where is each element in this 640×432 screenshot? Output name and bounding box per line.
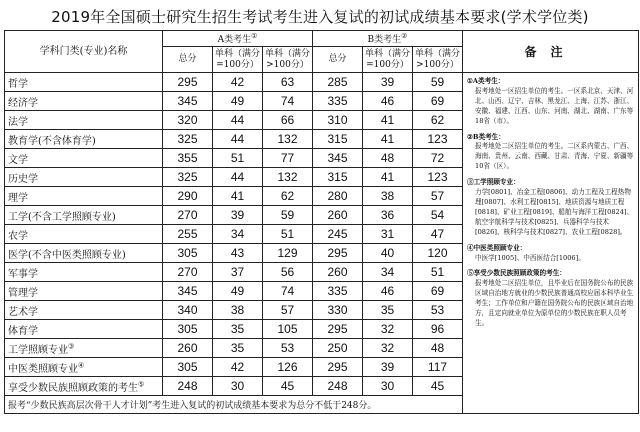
score-cell-a-total: 270 [163,206,213,225]
score-cell-b-s100: 41 [363,130,413,149]
score-cell-b-total: 280 [313,187,363,206]
score-cell-a-s150: 66 [263,111,313,130]
note-body: 报考地处二区招生单位，且毕业后在国务院公布的民族区域自治地方就业的少数民族普通高校应届本科毕业生考生；工作单位和户籍在国务院公布的民族区域自治地方，且定向就业单位为原单位的少数民族在职人员考生。 [475,279,634,327]
score-cell-b-s100: 30 [363,377,413,396]
score-cell-b-total: 345 [313,149,363,168]
score-cell-b-s150: 47 [413,225,463,244]
subject-name: 哲学 [5,73,163,92]
score-cell-b-total: 250 [313,339,363,358]
score-cell-a-s150: 53 [263,339,313,358]
score-cell-a-s100: 41 [213,187,263,206]
score-cell-a-s100: 30 [213,377,263,396]
score-cell-a-total: 260 [163,339,213,358]
remarks-header: 备注 [463,31,639,73]
b-single-100-header: 单科（满分=100分） [363,47,413,73]
note-body: 报考地处二区招生单位的考生。二区系内蒙古、广西、海南、贵州、云南、西藏、甘肃、青海、宁夏、新疆等10省（区）。 [475,142,634,171]
score-cell-b-total: 260 [313,206,363,225]
score-cell-b-s150: 72 [413,149,463,168]
score-cell-a-s100: 38 [213,301,263,320]
score-cell-a-s150: 51 [263,225,313,244]
score-cell-b-total: 330 [313,301,363,320]
score-cell-b-s100: 32 [363,320,413,339]
score-cell-b-s150: 123 [413,168,463,187]
score-cell-b-s100: 36 [363,206,413,225]
score-cell-b-s150: 54 [413,206,463,225]
subject-name: 法学 [5,111,163,130]
note-item [467,77,635,127]
score-cell-b-s150: 96 [413,320,463,339]
subject-name: 中医类照顾专业④ [5,358,163,377]
subject-name: 经济学 [5,92,163,111]
score-cell-b-s150: 53 [413,301,463,320]
score-cell-a-s100: 39 [213,206,263,225]
score-cell-a-s150: 74 [263,92,313,111]
note-body: 报考地处一区招生单位的考生。一区系北京、天津、河北、山西、辽宁、吉林、黑龙江、上海、江苏、浙江、安徽、福建、江西、山东、河南、湖北、湖南、广东等18省（市）。 [475,86,634,125]
score-cell-b-s100: 38 [363,187,413,206]
a-single-100-header: 单科（满分=100分） [213,47,263,73]
score-cell-a-s100: 49 [213,282,263,301]
b-single-over-100-header: 单科（满分>100分） [413,47,463,73]
score-cell-a-total: 345 [163,92,213,111]
score-cell-a-s150: 57 [263,301,313,320]
a-single-over-100-header: 单科（满分>100分） [263,47,313,73]
score-cell-a-s150: 132 [263,168,313,187]
note-item [467,133,635,173]
subject-name: 艺术学 [5,301,163,320]
score-cell-a-s100: 34 [213,225,263,244]
table-row [5,73,639,92]
score-cell-b-s150: 45 [413,377,463,396]
score-cell-a-s150: 56 [263,263,313,282]
score-cell-b-total: 315 [313,168,363,187]
score-cell-b-s100: 41 [363,168,413,187]
score-cell-a-s100: 44 [213,168,263,187]
score-cell-b-s150: 48 [413,339,463,358]
score-cell-a-total: 325 [163,168,213,187]
score-cell-b-total: 295 [313,320,363,339]
score-cell-b-s150: 57 [413,187,463,206]
score-cell-a-total: 248 [163,377,213,396]
score-cell-a-s150: 105 [263,320,313,339]
score-cell-b-total: 310 [313,111,363,130]
score-cell-b-s100: 48 [363,149,413,168]
score-cell-a-s100: 51 [213,149,263,168]
score-cell-a-total: 355 [163,149,213,168]
subject-name: 享受少数民族照顾政策的考生⑤ [5,377,163,396]
score-cell-a-s100: 44 [213,111,263,130]
score-cell-b-s150: 69 [413,92,463,111]
score-cell-a-s100: 44 [213,130,263,149]
score-cell-b-s150: 123 [413,130,463,149]
score-cell-b-total: 295 [313,244,363,263]
score-cell-b-s150: 59 [413,73,463,92]
score-cell-a-total: 340 [163,301,213,320]
score-cell-a-s100: 49 [213,92,263,111]
note-item [467,244,635,264]
subject-name: 历史学 [5,168,163,187]
score-cell-b-s100: 46 [363,92,413,111]
score-cell-a-s100: 43 [213,244,263,263]
note-head: ④中医类照顾专业： [467,243,527,252]
score-cell-b-total: 285 [313,73,363,92]
score-cell-a-total: 255 [163,225,213,244]
score-cell-b-s100: 39 [363,358,413,377]
a-total-header: 总分 [163,47,213,73]
zone-b-header: B类考生② [313,31,463,47]
remarks-notes [463,73,639,414]
subject-name: 农学 [5,225,163,244]
subject-name: 管理学 [5,282,163,301]
footer-note: 报考“少数民族高层次骨干人才计划”考生进入复试的初试成绩基本要求为总分不低于248分。 [5,396,463,414]
score-cell-a-s100: 35 [213,339,263,358]
subject-name: 文学 [5,149,163,168]
score-cell-b-total: 315 [313,130,363,149]
score-cell-b-s150: 120 [413,244,463,263]
score-cell-a-s100: 42 [213,73,263,92]
subject-name: 教育学(不含体育学) [5,130,163,149]
subject-name: 工学(不含工学照顾专业) [5,206,163,225]
score-cell-a-total: 295 [163,73,213,92]
score-cell-b-s100: 35 [363,301,413,320]
score-cell-b-total: 248 [313,377,363,396]
score-cell-a-total: 305 [163,320,213,339]
score-cell-a-s150: 77 [263,149,313,168]
b-total-header: 总分 [313,47,363,73]
score-cell-b-s100: 32 [363,339,413,358]
subject-name: 军事学 [5,263,163,282]
score-cell-b-total: 260 [313,263,363,282]
score-cell-a-total: 270 [163,263,213,282]
score-cell-a-s100: 37 [213,263,263,282]
score-cell-a-total: 325 [163,130,213,149]
score-cell-b-s100: 31 [363,225,413,244]
score-cell-a-s150: 132 [263,130,313,149]
score-cell-b-s100: 34 [363,263,413,282]
score-cell-b-s100: 40 [363,244,413,263]
note-item [467,269,635,328]
score-cell-a-s150: 59 [263,206,313,225]
score-cell-b-total: 335 [313,92,363,111]
score-cell-a-s150: 129 [263,244,313,263]
score-cell-a-s150: 63 [263,73,313,92]
score-cell-b-s100: 39 [363,73,413,92]
note-body: 力学[0801]、冶金工程[0806]、动力工程及工程热物理[0807]、水利工程[0815]、地质资源与地质工程[0818]、矿业工程[0819]、船舶与海洋工程[0824]、航空宇航科学与技术[0825]、兵器科学与技术[0826]、核科学与技术[0827]、农业工程[0828]。 [475,188,634,236]
score-cell-b-s100: 41 [363,111,413,130]
score-cell-a-total: 320 [163,111,213,130]
subject-header: 学科门类(专业)名称 [5,31,163,73]
score-cell-a-total: 305 [163,358,213,377]
score-cell-b-total: 295 [313,358,363,377]
score-cell-b-total: 335 [313,282,363,301]
score-cell-a-s100: 42 [213,358,263,377]
subject-name: 工学照顾专业③ [5,339,163,358]
score-cell-a-total: 290 [163,187,213,206]
score-cell-a-s150: 45 [263,377,313,396]
note-body: 中医学[1005]、中西医结合[1006]。 [475,253,585,262]
score-cell-a-total: 305 [163,244,213,263]
score-cell-a-s150: 62 [263,187,313,206]
score-cell-b-s150: 51 [413,263,463,282]
score-table [4,30,639,414]
score-cell-b-s150: 62 [413,111,463,130]
score-cell-b-s150: 117 [413,358,463,377]
score-cell-a-s150: 126 [263,358,313,377]
subject-name: 理学 [5,187,163,206]
note-item [467,178,635,237]
score-cell-a-total: 345 [163,282,213,301]
zone-a-header: A类考生① [163,31,313,47]
subject-name: 体育学 [5,320,163,339]
score-cell-b-s150: 69 [413,282,463,301]
note-head: ③工学照顾专业： [467,178,520,187]
note-head: ②B类考生： [467,132,505,141]
score-cell-a-s100: 35 [213,320,263,339]
score-cell-a-s150: 74 [263,282,313,301]
score-cell-b-s100: 46 [363,282,413,301]
page-title: 2019年全国硕士研究生招生考试考生进入复试的初试成绩基本要求(学术学位类) [51,8,589,26]
note-head: ①A类考生： [467,77,505,85]
note-head: ⑤享受少数民族照顾政策的考生： [467,269,566,278]
score-cell-b-total: 245 [313,225,363,244]
subject-name: 医学(不含中医类照顾专业) [5,244,163,263]
